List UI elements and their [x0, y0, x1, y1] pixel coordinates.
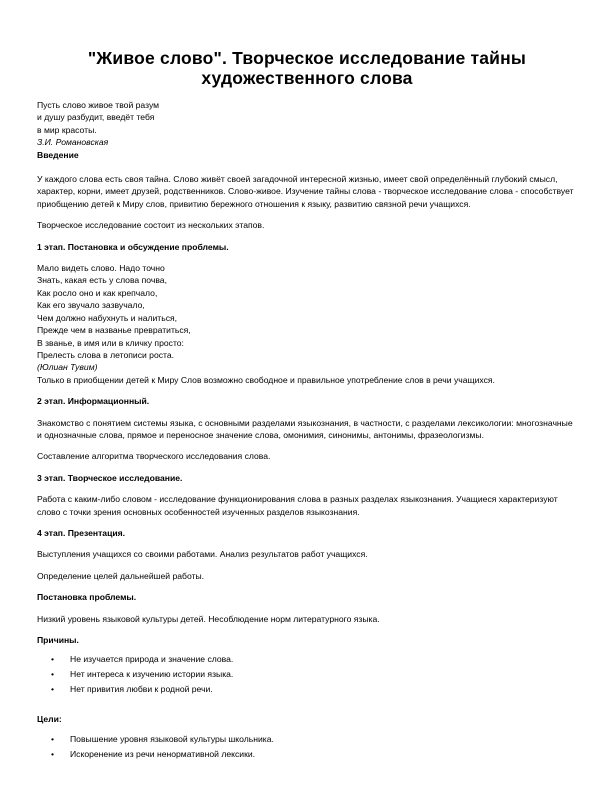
stage3-text: Работа с каким-либо словом - исследование функционирования слова в разных разделах языкознания. Учащиеся характеризуют слово с точки зрения основных особенностей изученных разделов языкознания. — [37, 494, 558, 517]
poem-line: Прежде чем в названье превратиться, — [37, 325, 191, 336]
stage4-text2: Определение целей дальнейшей работы. — [37, 570, 205, 581]
poem-line: Мало видеть слово. Надо точно — [37, 263, 165, 274]
epigraph-line: Пусть слово живое твой разум — [37, 100, 160, 110]
stage2-text: Знакомство с понятием системы языка, с основными разделами языкознания, в частности, с разделами лексикологии: многозначные и однозначные слова, прямое и переносное значение слова, омонимия, синонимы, антонимы, фразеологизмы. — [37, 417, 573, 440]
epigraph — [37, 99, 577, 161]
poem-author: (Юлиан Тувим) — [37, 362, 98, 373]
poem-line: Чем должно набухнуть и налиться, — [37, 312, 178, 323]
problem-text: Низкий уровень языковой культуры детей. Несоблюдение норм литературного языка. — [37, 613, 380, 624]
list-item: • Повышение уровня языковой культуры школьника. — [37, 732, 577, 747]
bullet-icon: • — [51, 748, 55, 759]
epigraph-line: в мир красоты. — [37, 124, 97, 135]
stage1-poem — [37, 262, 577, 386]
stage4-text: Выступления учащихся со своими работами. Анализ результатов работ учащихся. — [37, 549, 368, 560]
bullet-icon: • — [51, 684, 55, 695]
document-page — [37, 0, 577, 762]
bullet-icon: • — [51, 654, 55, 665]
stage1-heading: 1 этап. Постановка и обсуждение проблемы. — [37, 241, 229, 252]
bullet-icon: • — [51, 669, 55, 680]
list-item: • Нет привития любви к родной речи. — [37, 682, 577, 697]
problem-heading: Постановка проблемы. — [37, 592, 137, 603]
list-item: • Не изучается природа и значение слова. — [37, 652, 577, 667]
goals-heading: Цели: — [37, 714, 62, 725]
stage3-heading: 3 этап. Творческое исследование. — [37, 472, 183, 483]
stage2-text2: Составление алгоритма творческого исследования слова. — [37, 451, 271, 462]
stage2-heading: 2 этап. Информационный. — [37, 396, 150, 407]
stage1-text: Только в приобщении детей к Миру Слов возможно свободное и правильное употребление слов в речи учащихся. — [37, 374, 495, 385]
reasons-heading: Причины. — [37, 635, 79, 645]
bullet-icon: • — [51, 733, 55, 744]
stage4-heading: 4 этап. Презентация. — [37, 527, 126, 538]
epigraph-line: и душу разбудит, введёт тебя — [37, 112, 155, 123]
list-item: • Искоренение из речи ненормативной лексики. — [37, 747, 577, 762]
intro-text: У каждого слова есть своя тайна. Слово живёт своей загадочной интересной жизнью, имеет свой определённый глубокий смысл, характер, корни, имеет друзей, родственников. Слово-живое. Изучение тайны слова - творческое исследование слова - способствует приобщению детей к Миру слов, привитию бережного отношения к языку, развитию связной речи учащихся. — [37, 174, 574, 209]
stages-note: Творческое исследование состоит из нескольких этапов. — [37, 220, 265, 231]
poem-line: Знать, какая есть у слова почва, — [37, 275, 167, 286]
poem-line: Как росло оно и как крепчало, — [37, 287, 158, 298]
reasons-list — [37, 652, 577, 697]
poem-line: Прелесть слова в летописи роста. — [37, 349, 175, 360]
poem-line: В званье, в имя или в кличку просто: — [37, 337, 184, 348]
poem-line: Как его звучало зазвучало, — [37, 300, 145, 311]
intro-heading: Введение — [37, 149, 79, 160]
goals-list — [37, 732, 577, 762]
document-title: "Живое слово". Творческое исследование тайны художественного слова — [87, 48, 527, 88]
epigraph-author: З.И. Романовская — [37, 137, 109, 148]
list-item: • Нет интереса к изучению истории языка. — [37, 667, 577, 682]
